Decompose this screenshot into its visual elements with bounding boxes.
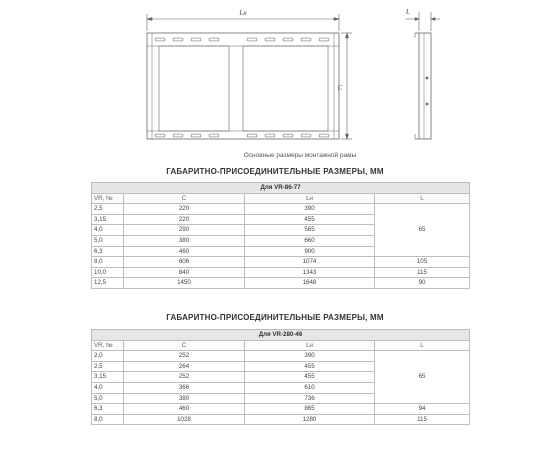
table1-cell-ln: 455: [245, 214, 375, 225]
mounting-slot: [155, 38, 165, 41]
table2-cell-ln: 1280: [245, 414, 375, 425]
height-dimension-label: C: [337, 84, 343, 92]
table1-cell-c: 460: [124, 246, 245, 257]
table2-cell-ln: 455: [245, 372, 375, 383]
table-row: [92, 414, 470, 425]
mounting-frame-drawing: [0, 0, 550, 170]
table1-cell-c: 290: [124, 225, 245, 236]
table-row: [92, 404, 470, 415]
table1-cell-c: 220: [124, 204, 245, 215]
table1-cell-vr: 8,0: [92, 257, 124, 268]
table1-cell-ln: 565: [245, 225, 375, 236]
table1-cell-c: 380: [124, 235, 245, 246]
table1-cell-vr: 10,0: [92, 267, 124, 278]
table2-cell-vr: 3,15: [92, 372, 124, 383]
table2-cell-c: 366: [124, 382, 245, 393]
depth-dimension-label: L: [406, 8, 410, 16]
table2-cell-vr: 8,0: [92, 414, 124, 425]
mounting-slot: [319, 38, 329, 41]
table1-cell-vr: 5,0: [92, 235, 124, 246]
table1-cell-l: 105: [375, 257, 470, 268]
table1-cell-vr: 2,5: [92, 204, 124, 215]
mounting-slot: [301, 38, 311, 41]
table2-cell-vr: 4,0: [92, 382, 124, 393]
frame-opening-right: [243, 46, 328, 131]
mounting-slots-bottom: [155, 134, 329, 137]
table2-cell-ln: 865: [245, 404, 375, 415]
mounting-slot: [283, 38, 293, 41]
table1-cell-l: 115: [375, 267, 470, 278]
table2-header-l: L: [375, 340, 470, 351]
height-dimension: [341, 33, 352, 139]
table2-cell-vr: 2,5: [92, 361, 124, 372]
table-vr-280-46: [91, 329, 470, 425]
table-row: [92, 204, 470, 215]
table2-cell-l: 115: [375, 414, 470, 425]
table1-cell-c: 1450: [124, 278, 245, 289]
table1-cell-ln: 390: [245, 204, 375, 215]
table1-cell-vr: 12,5: [92, 278, 124, 289]
table1-header-l: L: [375, 193, 470, 204]
mounting-slot: [209, 134, 219, 137]
table2-cell-ln: 455: [245, 361, 375, 372]
table2-title: ГАБАРИТНО-ПРИСОЕДИНИТЕЛЬНЫЕ РАЗМЕРЫ, ММ: [166, 313, 384, 322]
frame-opening-left: [159, 46, 229, 131]
mounting-slot: [283, 134, 293, 137]
mounting-slot: [247, 38, 257, 41]
mounting-slot: [319, 134, 329, 137]
table2-cell-c: 1028: [124, 414, 245, 425]
table-vr-86-77: [91, 182, 470, 289]
table1-cell-l-merged: 65: [375, 204, 470, 257]
mounting-slot: [155, 134, 165, 137]
table2-cell-ln: 736: [245, 393, 375, 404]
table2-cell-vr: 5,0: [92, 393, 124, 404]
table-row: [92, 278, 470, 289]
table1-cell-c: 606: [124, 257, 245, 268]
mounting-slot: [265, 134, 275, 137]
table1-caption: Для VR-86-77: [92, 183, 470, 194]
table-row: [92, 257, 470, 268]
table1-header-vr: VR, №: [92, 193, 124, 204]
table1-cell-c: 840: [124, 267, 245, 278]
table2-cell-vr: 6,3: [92, 404, 124, 415]
mounting-slot: [173, 134, 183, 137]
mounting-slot: [173, 38, 183, 41]
table2-cell-l-merged: 65: [375, 351, 470, 404]
table1-title: ГАБАРИТНО-ПРИСОЕДИНИТЕЛЬНЫЕ РАЗМЕРЫ, ММ: [166, 167, 384, 176]
table2-header-c: C: [124, 340, 245, 351]
table1-cell-vr: 3,15: [92, 214, 124, 225]
table2-cell-c: 252: [124, 372, 245, 383]
mounting-slot: [209, 38, 219, 41]
table1-cell-vr: 4,0: [92, 225, 124, 236]
depth-dimension: [405, 12, 440, 31]
table1-cell-ln: 1343: [245, 267, 375, 278]
table-row: [92, 351, 470, 362]
table1-cell-ln: 1074: [245, 257, 375, 268]
mounting-slot: [247, 134, 257, 137]
table2-cell-ln: 610: [245, 382, 375, 393]
mounting-slots-top: [155, 38, 329, 41]
table2-cell-ln: 390: [245, 351, 375, 362]
table2-header-ln: Lн: [245, 340, 375, 351]
table-row: [92, 267, 470, 278]
mounting-slot: [191, 134, 201, 137]
table1-cell-vr: 6,3: [92, 246, 124, 257]
table1-header-c: C: [124, 193, 245, 204]
mounting-slot: [301, 134, 311, 137]
width-dimension-label: Lн: [239, 9, 247, 17]
table2-caption: Для VR-280-46: [92, 330, 470, 341]
table2-cell-c: 380: [124, 393, 245, 404]
drawing-caption: Основные размеры монтажной рамы: [243, 152, 357, 159]
table2-cell-c: 252: [124, 351, 245, 362]
table2-header-vr: VR, №: [92, 340, 124, 351]
table1-cell-ln: 1648: [245, 278, 375, 289]
table1-cell-c: 220: [124, 214, 245, 225]
table2-cell-l: 94: [375, 404, 470, 415]
table2-cell-c: 460: [124, 404, 245, 415]
table2-cell-c: 264: [124, 361, 245, 372]
mounting-slot: [191, 38, 201, 41]
table1-cell-l: 90: [375, 278, 470, 289]
table1-cell-ln: 900: [245, 246, 375, 257]
table1-cell-ln: 660: [245, 235, 375, 246]
table1-header-ln: Lн: [245, 193, 375, 204]
frame-side-profile: [415, 33, 431, 139]
table2-cell-vr: 2,0: [92, 351, 124, 362]
mounting-slot: [265, 38, 275, 41]
